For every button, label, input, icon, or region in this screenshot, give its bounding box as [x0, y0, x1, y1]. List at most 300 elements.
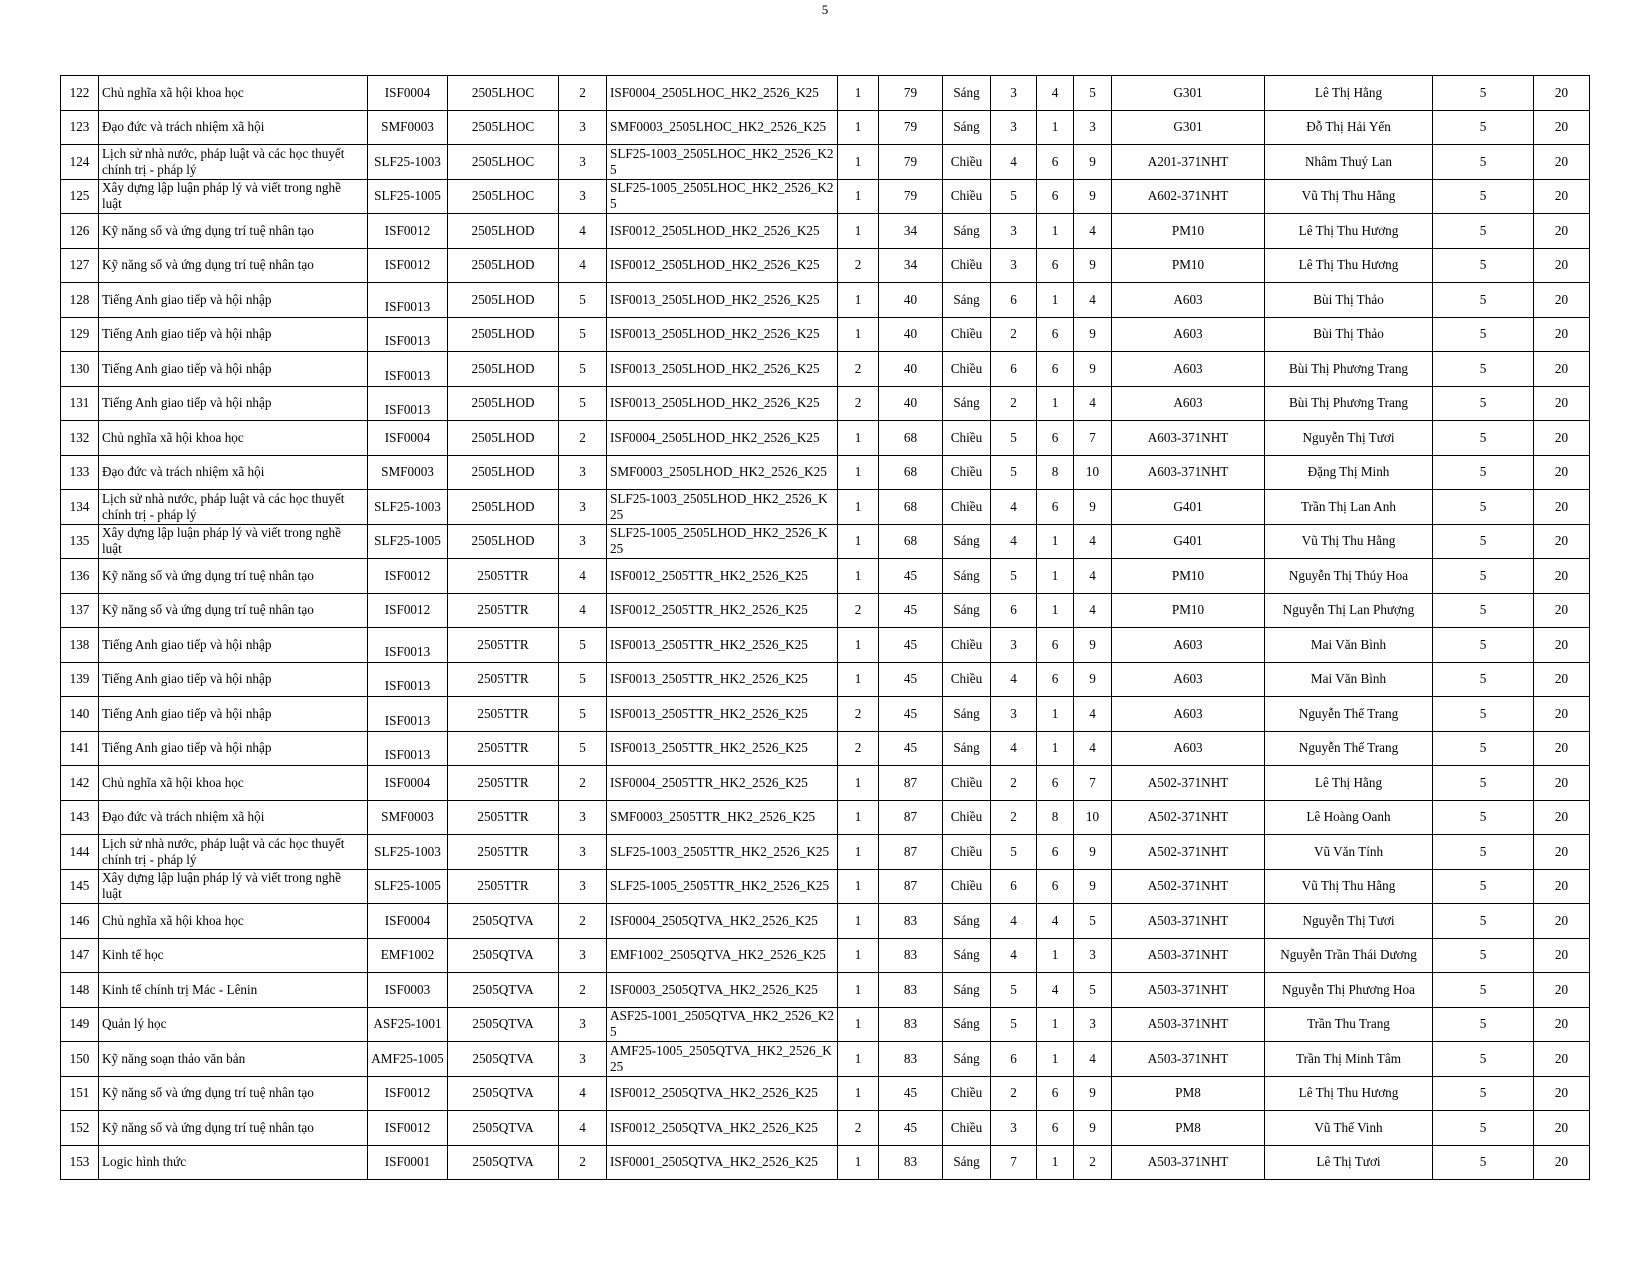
room-cell: A603: [1112, 628, 1265, 663]
end-period-cell: 4: [1074, 593, 1112, 628]
student-count-cell: 83: [879, 938, 943, 973]
credits-cell: 3: [559, 455, 607, 490]
section-code-cell: SMF0003_2505LHOC_HK2_2526_K25: [607, 110, 838, 145]
weekday-cell: 2: [991, 386, 1037, 421]
week-end-cell: 20: [1534, 1111, 1590, 1146]
class-code-cell: 2505TTR: [448, 628, 559, 663]
credits-cell: 2: [559, 973, 607, 1008]
credits-cell: 3: [559, 869, 607, 904]
section-code-cell: ISF0003_2505QTVA_HK2_2526_K25: [607, 973, 838, 1008]
session-cell: Sáng: [943, 697, 991, 732]
class-code-cell: 2505QTVA: [448, 1042, 559, 1077]
table-row: [61, 145, 1590, 180]
end-period-cell: 2: [1074, 1145, 1112, 1180]
week-end-cell: 20: [1534, 559, 1590, 594]
class-code-cell: 2505LHOD: [448, 524, 559, 559]
student-count-cell: 40: [879, 283, 943, 318]
weekday-cell: 3: [991, 697, 1037, 732]
student-count-cell: 79: [879, 145, 943, 180]
credits-cell: 3: [559, 1007, 607, 1042]
credits-cell: 3: [559, 145, 607, 180]
end-period-cell: 9: [1074, 1111, 1112, 1146]
class-code-cell: 2505TTR: [448, 593, 559, 628]
row-number-cell: 141: [61, 731, 99, 766]
course-code-cell: [368, 317, 448, 352]
lecturer-cell: Vũ Thị Thu Hằng: [1265, 869, 1433, 904]
table-row: [61, 1145, 1590, 1180]
week-end-cell: 20: [1534, 904, 1590, 939]
table-row: [61, 800, 1590, 835]
end-period-cell: 7: [1074, 766, 1112, 801]
credits-cell: 2: [559, 1145, 607, 1180]
credits-cell: 4: [559, 593, 607, 628]
lecturer-cell: Nhâm Thuý Lan: [1265, 145, 1433, 180]
student-count-cell: 45: [879, 697, 943, 732]
end-period-cell: 9: [1074, 317, 1112, 352]
end-period-cell: 7: [1074, 421, 1112, 456]
session-cell: Chiều: [943, 421, 991, 456]
group-cell: 2: [838, 248, 879, 283]
section-code-cell: SMF0003_2505LHOD_HK2_2526_K25: [607, 455, 838, 490]
row-number-cell: 146: [61, 904, 99, 939]
session-cell: Chiều: [943, 317, 991, 352]
table-row: [61, 490, 1590, 525]
lecturer-cell: Lê Thị Thu Hương: [1265, 214, 1433, 249]
section-code-cell: SLF25-1003_2505LHOD_HK2_2526_K25: [607, 490, 838, 525]
credits-cell: 3: [559, 490, 607, 525]
end-period-cell: 10: [1074, 455, 1112, 490]
end-period-cell: 5: [1074, 76, 1112, 111]
table-row: [61, 1042, 1590, 1077]
course-name-cell: Lịch sử nhà nước, pháp luật và các học thuyết chính trị - pháp lý: [99, 490, 368, 525]
weeks-cell: 5: [1433, 1145, 1534, 1180]
student-count-cell: 79: [879, 76, 943, 111]
table-row: [61, 628, 1590, 663]
group-cell: 1: [838, 628, 879, 663]
course-code-cell: SLF25-1005: [368, 524, 448, 559]
course-code-cell: SMF0003: [368, 110, 448, 145]
end-period-cell: 9: [1074, 662, 1112, 697]
course-name-cell: Tiếng Anh giao tiếp và hội nhập: [99, 731, 368, 766]
course-name-cell: Xây dựng lập luận pháp lý và viết trong nghề luật: [99, 179, 368, 214]
lecturer-cell: Bùi Thị Phương Trang: [1265, 352, 1433, 387]
lecturer-cell: Vũ Thế Vinh: [1265, 1111, 1433, 1146]
class-code-cell: 2505LHOC: [448, 145, 559, 180]
week-end-cell: 20: [1534, 214, 1590, 249]
session-cell: Sáng: [943, 731, 991, 766]
student-count-cell: 68: [879, 490, 943, 525]
course-name-cell: Đạo đức và trách nhiệm xã hội: [99, 800, 368, 835]
class-code-cell: 2505QTVA: [448, 1076, 559, 1111]
start-period-cell: 4: [1037, 904, 1074, 939]
weekday-cell: 2: [991, 800, 1037, 835]
group-cell: 1: [838, 559, 879, 594]
week-end-cell: 20: [1534, 1042, 1590, 1077]
end-period-cell: 4: [1074, 731, 1112, 766]
table-row: [61, 559, 1590, 594]
course-name-cell: Chủ nghĩa xã hội khoa học: [99, 421, 368, 456]
start-period-cell: 6: [1037, 490, 1074, 525]
table-row: [61, 214, 1590, 249]
weekday-cell: 5: [991, 455, 1037, 490]
row-number-cell: 122: [61, 76, 99, 111]
week-end-cell: 20: [1534, 386, 1590, 421]
room-cell: PM10: [1112, 248, 1265, 283]
course-code-cell: [368, 662, 448, 697]
end-period-cell: 4: [1074, 559, 1112, 594]
weeks-cell: 5: [1433, 421, 1534, 456]
class-code-cell: 2505LHOD: [448, 421, 559, 456]
course-code-text: ISF0013: [384, 298, 431, 314]
class-code-cell: 2505LHOD: [448, 317, 559, 352]
table-row: [61, 973, 1590, 1008]
weeks-cell: 5: [1433, 179, 1534, 214]
course-name-cell: Tiếng Anh giao tiếp và hội nhập: [99, 628, 368, 663]
course-code-text: ISF0013: [384, 712, 431, 728]
row-number-cell: 143: [61, 800, 99, 835]
credits-cell: 3: [559, 110, 607, 145]
table-row: [61, 1076, 1590, 1111]
schedule-table: [60, 75, 1590, 1180]
lecturer-cell: Lê Hoàng Oanh: [1265, 800, 1433, 835]
weekday-cell: 2: [991, 317, 1037, 352]
weeks-cell: 5: [1433, 559, 1534, 594]
table-row: [61, 352, 1590, 387]
row-number-cell: 148: [61, 973, 99, 1008]
lecturer-cell: Lê Thị Tươi: [1265, 1145, 1433, 1180]
session-cell: Sáng: [943, 973, 991, 1008]
session-cell: Chiều: [943, 662, 991, 697]
course-code-cell: SMF0003: [368, 455, 448, 490]
student-count-cell: 87: [879, 869, 943, 904]
class-code-cell: 2505TTR: [448, 731, 559, 766]
row-number-cell: 123: [61, 110, 99, 145]
lecturer-cell: Bùi Thị Thảo: [1265, 283, 1433, 318]
course-name-cell: Tiếng Anh giao tiếp và hội nhập: [99, 662, 368, 697]
row-number-cell: 140: [61, 697, 99, 732]
student-count-cell: 68: [879, 421, 943, 456]
course-name-cell: Logic hình thức: [99, 1145, 368, 1180]
course-name-cell: Chủ nghĩa xã hội khoa học: [99, 904, 368, 939]
lecturer-cell: Nguyễn Thế Trang: [1265, 731, 1433, 766]
section-code-cell: ISF0013_2505TTR_HK2_2526_K25: [607, 628, 838, 663]
weeks-cell: 5: [1433, 731, 1534, 766]
week-end-cell: 20: [1534, 1076, 1590, 1111]
week-end-cell: 20: [1534, 248, 1590, 283]
course-code-cell: SLF25-1005: [368, 179, 448, 214]
lecturer-cell: Trần Thu Trang: [1265, 1007, 1433, 1042]
section-code-cell: ISF0013_2505LHOD_HK2_2526_K25: [607, 352, 838, 387]
group-cell: 1: [838, 1076, 879, 1111]
section-code-cell: ISF0012_2505LHOD_HK2_2526_K25: [607, 248, 838, 283]
row-number-cell: 134: [61, 490, 99, 525]
weekday-cell: 5: [991, 559, 1037, 594]
student-count-cell: 87: [879, 800, 943, 835]
credits-cell: 2: [559, 904, 607, 939]
end-period-cell: 3: [1074, 1007, 1112, 1042]
table-row: [61, 766, 1590, 801]
week-end-cell: 20: [1534, 731, 1590, 766]
room-cell: A502-371NHT: [1112, 800, 1265, 835]
session-cell: Sáng: [943, 386, 991, 421]
row-number-cell: 149: [61, 1007, 99, 1042]
session-cell: Sáng: [943, 938, 991, 973]
student-count-cell: 87: [879, 835, 943, 870]
class-code-cell: 2505LHOD: [448, 214, 559, 249]
section-code-cell: SLF25-1003_2505TTR_HK2_2526_K25: [607, 835, 838, 870]
session-cell: Chiều: [943, 628, 991, 663]
row-number-cell: 142: [61, 766, 99, 801]
course-code-cell: ASF25-1001: [368, 1007, 448, 1042]
course-name-cell: Đạo đức và trách nhiệm xã hội: [99, 455, 368, 490]
weekday-cell: 3: [991, 110, 1037, 145]
course-name-cell: Tiếng Anh giao tiếp và hội nhập: [99, 317, 368, 352]
row-number-cell: 133: [61, 455, 99, 490]
row-number-cell: 136: [61, 559, 99, 594]
week-end-cell: 20: [1534, 145, 1590, 180]
row-number-cell: 124: [61, 145, 99, 180]
student-count-cell: 87: [879, 766, 943, 801]
table-row: [61, 869, 1590, 904]
weeks-cell: 5: [1433, 1111, 1534, 1146]
weekday-cell: 2: [991, 766, 1037, 801]
table-row: [61, 1111, 1590, 1146]
student-count-cell: 79: [879, 110, 943, 145]
section-code-cell: ISF0013_2505LHOD_HK2_2526_K25: [607, 386, 838, 421]
table-row: [61, 179, 1590, 214]
credits-cell: 3: [559, 1042, 607, 1077]
room-cell: A503-371NHT: [1112, 1145, 1265, 1180]
student-count-cell: 83: [879, 973, 943, 1008]
room-cell: A503-371NHT: [1112, 1007, 1265, 1042]
credits-cell: 5: [559, 628, 607, 663]
lecturer-cell: Lê Thị Hằng: [1265, 76, 1433, 111]
group-cell: 1: [838, 835, 879, 870]
room-cell: A503-371NHT: [1112, 973, 1265, 1008]
week-end-cell: 20: [1534, 421, 1590, 456]
course-name-cell: Kinh tế học: [99, 938, 368, 973]
lecturer-cell: Trần Thị Minh Tâm: [1265, 1042, 1433, 1077]
weeks-cell: 5: [1433, 110, 1534, 145]
course-code-cell: ISF0003: [368, 973, 448, 1008]
group-cell: 1: [838, 1007, 879, 1042]
row-number-cell: 132: [61, 421, 99, 456]
credits-cell: 3: [559, 179, 607, 214]
room-cell: A603: [1112, 352, 1265, 387]
room-cell: A603-371NHT: [1112, 455, 1265, 490]
table-row: [61, 283, 1590, 318]
session-cell: Chiều: [943, 869, 991, 904]
lecturer-cell: Bùi Thị Thảo: [1265, 317, 1433, 352]
start-period-cell: 4: [1037, 76, 1074, 111]
start-period-cell: 8: [1037, 455, 1074, 490]
end-period-cell: 4: [1074, 697, 1112, 732]
group-cell: 2: [838, 386, 879, 421]
start-period-cell: 6: [1037, 179, 1074, 214]
credits-cell: 5: [559, 386, 607, 421]
session-cell: Chiều: [943, 179, 991, 214]
weeks-cell: 5: [1433, 662, 1534, 697]
course-code-cell: [368, 731, 448, 766]
start-period-cell: 1: [1037, 559, 1074, 594]
class-code-cell: 2505QTVA: [448, 973, 559, 1008]
room-cell: A503-371NHT: [1112, 904, 1265, 939]
end-period-cell: 4: [1074, 386, 1112, 421]
week-end-cell: 20: [1534, 628, 1590, 663]
credits-cell: 5: [559, 662, 607, 697]
lecturer-cell: Nguyễn Thị Lan Phượng: [1265, 593, 1433, 628]
section-code-cell: EMF1002_2505QTVA_HK2_2526_K25: [607, 938, 838, 973]
room-cell: A503-371NHT: [1112, 938, 1265, 973]
lecturer-cell: Vũ Văn Tính: [1265, 835, 1433, 870]
start-period-cell: 1: [1037, 731, 1074, 766]
section-code-cell: ISF0004_2505LHOD_HK2_2526_K25: [607, 421, 838, 456]
student-count-cell: 34: [879, 248, 943, 283]
group-cell: 1: [838, 145, 879, 180]
group-cell: 1: [838, 317, 879, 352]
weekday-cell: 5: [991, 835, 1037, 870]
course-name-cell: Tiếng Anh giao tiếp và hội nhập: [99, 352, 368, 387]
section-code-cell: ISF0013_2505LHOD_HK2_2526_K25: [607, 317, 838, 352]
course-code-cell: SLF25-1005: [368, 869, 448, 904]
weeks-cell: 5: [1433, 1007, 1534, 1042]
weekday-cell: 4: [991, 904, 1037, 939]
student-count-cell: 68: [879, 524, 943, 559]
start-period-cell: 6: [1037, 835, 1074, 870]
course-code-cell: ISF0012: [368, 559, 448, 594]
lecturer-cell: Nguyễn Thị Phương Hoa: [1265, 973, 1433, 1008]
week-end-cell: 20: [1534, 869, 1590, 904]
start-period-cell: 6: [1037, 628, 1074, 663]
weekday-cell: 5: [991, 421, 1037, 456]
session-cell: Chiều: [943, 455, 991, 490]
section-code-cell: SMF0003_2505TTR_HK2_2526_K25: [607, 800, 838, 835]
room-cell: G401: [1112, 524, 1265, 559]
student-count-cell: 40: [879, 317, 943, 352]
weekday-cell: 4: [991, 145, 1037, 180]
row-number-cell: 150: [61, 1042, 99, 1077]
session-cell: Chiều: [943, 766, 991, 801]
lecturer-cell: Nguyễn Thị Tươi: [1265, 904, 1433, 939]
lecturer-cell: Vũ Thị Thu Hằng: [1265, 179, 1433, 214]
week-end-cell: 20: [1534, 662, 1590, 697]
start-period-cell: 1: [1037, 697, 1074, 732]
course-name-cell: Xây dựng lập luận pháp lý và viết trong nghề luật: [99, 869, 368, 904]
course-code-cell: ISF0004: [368, 421, 448, 456]
table-row: [61, 76, 1590, 111]
student-count-cell: 79: [879, 179, 943, 214]
course-code-cell: [368, 386, 448, 421]
course-code-cell: SLF25-1003: [368, 835, 448, 870]
weeks-cell: 5: [1433, 869, 1534, 904]
course-code-cell: SLF25-1003: [368, 145, 448, 180]
table-row: [61, 731, 1590, 766]
week-end-cell: 20: [1534, 697, 1590, 732]
credits-cell: 5: [559, 283, 607, 318]
student-count-cell: 83: [879, 904, 943, 939]
course-code-cell: SLF25-1003: [368, 490, 448, 525]
session-cell: Sáng: [943, 524, 991, 559]
row-number-cell: 125: [61, 179, 99, 214]
session-cell: Sáng: [943, 1145, 991, 1180]
room-cell: A502-371NHT: [1112, 766, 1265, 801]
section-code-cell: ISF0012_2505TTR_HK2_2526_K25: [607, 559, 838, 594]
course-name-cell: Tiếng Anh giao tiếp và hội nhập: [99, 283, 368, 318]
room-cell: A603: [1112, 697, 1265, 732]
group-cell: 1: [838, 214, 879, 249]
lecturer-cell: Bùi Thị Phương Trang: [1265, 386, 1433, 421]
weekday-cell: 3: [991, 248, 1037, 283]
credits-cell: 4: [559, 559, 607, 594]
student-count-cell: 45: [879, 593, 943, 628]
room-cell: PM10: [1112, 593, 1265, 628]
student-count-cell: 45: [879, 1111, 943, 1146]
weekday-cell: 6: [991, 1042, 1037, 1077]
weekday-cell: 6: [991, 869, 1037, 904]
student-count-cell: 45: [879, 731, 943, 766]
course-code-cell: AMF25-1005: [368, 1042, 448, 1077]
section-code-cell: ISF0004_2505QTVA_HK2_2526_K25: [607, 904, 838, 939]
course-name-cell: Quản lý học: [99, 1007, 368, 1042]
group-cell: 1: [838, 904, 879, 939]
class-code-cell: 2505TTR: [448, 559, 559, 594]
session-cell: Sáng: [943, 76, 991, 111]
end-period-cell: 3: [1074, 110, 1112, 145]
start-period-cell: 1: [1037, 1042, 1074, 1077]
week-end-cell: 20: [1534, 524, 1590, 559]
room-cell: A603: [1112, 317, 1265, 352]
start-period-cell: 1: [1037, 524, 1074, 559]
course-code-cell: ISF0012: [368, 214, 448, 249]
section-code-cell: ISF0013_2505LHOD_HK2_2526_K25: [607, 283, 838, 318]
room-cell: PM10: [1112, 214, 1265, 249]
group-cell: 2: [838, 593, 879, 628]
group-cell: 1: [838, 1145, 879, 1180]
course-code-cell: ISF0004: [368, 766, 448, 801]
room-cell: PM8: [1112, 1076, 1265, 1111]
start-period-cell: 1: [1037, 593, 1074, 628]
class-code-cell: 2505TTR: [448, 800, 559, 835]
group-cell: 1: [838, 973, 879, 1008]
weeks-cell: 5: [1433, 455, 1534, 490]
week-end-cell: 20: [1534, 179, 1590, 214]
section-code-cell: SLF25-1003_2505LHOC_HK2_2526_K25: [607, 145, 838, 180]
room-cell: G301: [1112, 110, 1265, 145]
week-end-cell: 20: [1534, 455, 1590, 490]
student-count-cell: 45: [879, 1076, 943, 1111]
table-row: [61, 248, 1590, 283]
class-code-cell: 2505QTVA: [448, 904, 559, 939]
weekday-cell: 6: [991, 283, 1037, 318]
room-cell: A603: [1112, 283, 1265, 318]
end-period-cell: 9: [1074, 869, 1112, 904]
class-code-cell: 2505TTR: [448, 697, 559, 732]
session-cell: Sáng: [943, 110, 991, 145]
class-code-cell: 2505LHOD: [448, 283, 559, 318]
table-row: [61, 455, 1590, 490]
course-code-cell: ISF0004: [368, 76, 448, 111]
row-number-cell: 151: [61, 1076, 99, 1111]
weeks-cell: 5: [1433, 835, 1534, 870]
row-number-cell: 138: [61, 628, 99, 663]
section-code-cell: ISF0013_2505TTR_HK2_2526_K25: [607, 731, 838, 766]
student-count-cell: 83: [879, 1042, 943, 1077]
row-number-cell: 130: [61, 352, 99, 387]
course-code-text: ISF0013: [384, 367, 431, 383]
week-end-cell: 20: [1534, 973, 1590, 1008]
weekday-cell: 4: [991, 490, 1037, 525]
lecturer-cell: Trần Thị Lan Anh: [1265, 490, 1433, 525]
